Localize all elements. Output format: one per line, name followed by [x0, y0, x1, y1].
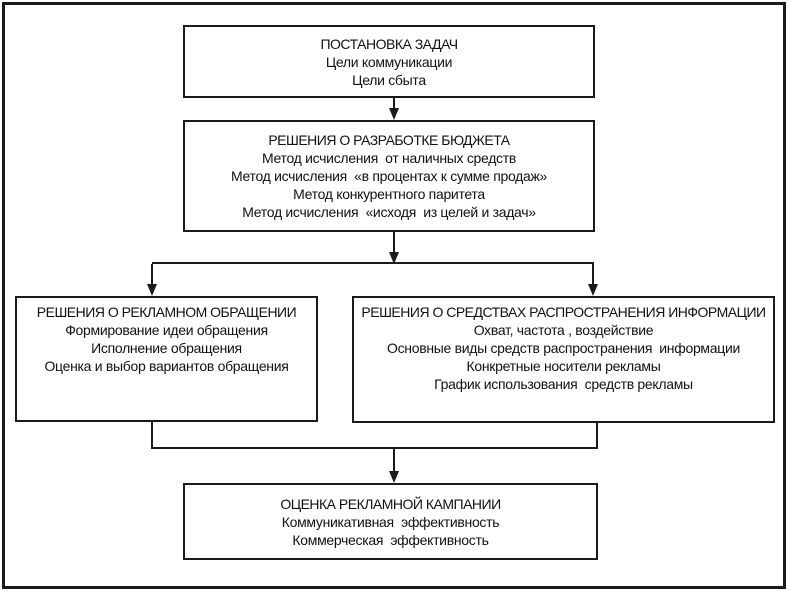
- node-item: Цели коммуникации: [325, 53, 453, 70]
- node-item: Коммуникативная эффективность: [281, 513, 500, 530]
- arrowhead-down-icon: [389, 108, 399, 120]
- arrowhead-down-icon: [588, 284, 598, 296]
- arrowhead-down-icon: [147, 284, 157, 296]
- node-item: Цели сбыта: [352, 71, 426, 88]
- node-title: РЕШЕНИЯ О РАЗРАБОТКЕ БЮДЖЕТА: [268, 132, 510, 148]
- connector-merge-evaluation-line: [393, 449, 395, 473]
- node-item: Метод конкурентного паритета: [293, 186, 485, 202]
- node-item: Формирование идеи обращения: [65, 322, 268, 338]
- node-item: Оценка и выбор вариантов обращения: [44, 358, 289, 374]
- node-item: График использования средств рекламы: [434, 376, 693, 392]
- connector-branch-message-line: [151, 264, 153, 286]
- node-budget-decisions: [183, 120, 595, 232]
- node-title: РЕШЕНИЯ О РЕКЛАМНОМ ОБРАЩЕНИИ: [36, 304, 297, 320]
- node-item: Охват, частота , воздействие: [473, 322, 654, 338]
- connector-branch-media-line: [592, 264, 594, 286]
- node-campaign-evaluation: [183, 483, 598, 560]
- node-title: РЕШЕНИЯ О СРЕДСТВАХ РАСПРОСТРАНЕНИЯ ИНФОРМАЦИИ: [361, 304, 766, 320]
- node-media-decisions: [352, 296, 775, 423]
- connector-media-merge-line: [596, 423, 598, 449]
- node-title: ПОСТАНОВКА ЗАДАЧ: [320, 35, 458, 52]
- node-item: Метод исчисления от наличных средств: [261, 150, 517, 166]
- node-setting-objectives: [183, 25, 595, 98]
- node-item: Метод исчисления «исходя из целей и задач»: [242, 204, 536, 220]
- node-item: Исполнение обращения: [91, 340, 242, 356]
- merge-horizontal-line: [151, 447, 598, 449]
- branch-horizontal-line: [152, 262, 594, 264]
- connector-budget-branch-line: [393, 232, 395, 254]
- node-message-decisions: [15, 296, 318, 422]
- node-item: Коммерческая эффективность: [292, 531, 489, 548]
- arrowhead-down-icon: [389, 471, 399, 483]
- connector-message-merge-line: [151, 422, 153, 449]
- node-title: ОЦЕНКА РЕКЛАМНОЙ КАМПАНИИ: [280, 495, 501, 512]
- node-item: Основные виды средств распространения информации: [386, 340, 741, 356]
- node-item: Метод исчисления «в процентах к сумме продаж»: [230, 168, 548, 184]
- node-item: Конкретные носители рекламы: [466, 358, 661, 374]
